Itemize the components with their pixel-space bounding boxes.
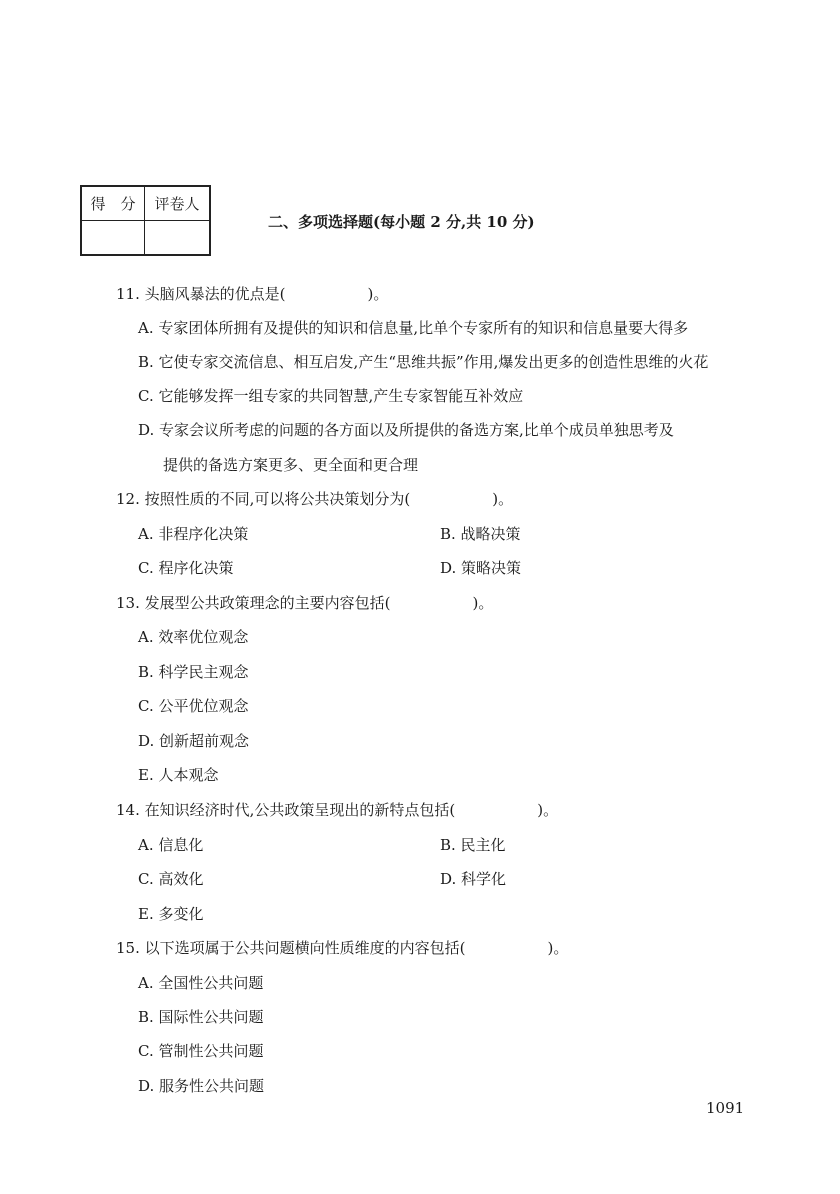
q14-option-a: A. 信息化: [138, 836, 204, 854]
question-14-text: 14. 在知识经济时代,公共政策呈现出的新特点包括(: [116, 801, 456, 819]
question-11-stem: [116, 283, 388, 304]
score-label: 得 分: [81, 186, 145, 221]
q13-option-c: C. 公平优位观念: [138, 697, 249, 715]
question-15-close: )。: [547, 939, 569, 957]
q11-option-b: B. 它使专家交流信息、相互启发,产生“思维共振”作用,爆发出更多的创造性思维的火花: [138, 353, 709, 371]
question-13-stem: [116, 592, 493, 613]
q14-option-e: E. 多变化: [138, 905, 204, 923]
question-12-close: )。: [492, 490, 514, 508]
grader-label: 评卷人: [145, 186, 211, 221]
question-14-close: )。: [537, 801, 559, 819]
question-15-text: 15. 以下选项属于公共问题横向性质维度的内容包括(: [116, 939, 466, 957]
question-13-close: )。: [472, 594, 494, 612]
question-12-stem: [116, 488, 513, 509]
question-11-text: 11. 头脑风暴法的优点是(: [116, 285, 286, 303]
q12-option-c: C. 程序化决策: [138, 559, 234, 577]
q15-option-a: A. 全国性公共问题: [138, 974, 264, 992]
section-title: 二、多项选择题(每小题 2 分,共 10 分): [268, 213, 535, 231]
q12-option-a: A. 非程序化决策: [138, 525, 249, 543]
q13-option-a: A. 效率优位观念: [138, 628, 249, 646]
question-12-text: 12. 按照性质的不同,可以将公共决策划分为(: [116, 490, 411, 508]
question-14-stem: [116, 799, 558, 820]
question-13-text: 13. 发展型公共政策理念的主要内容包括(: [116, 594, 391, 612]
question-15-stem: [116, 937, 568, 958]
q13-option-e: E. 人本观念: [138, 766, 219, 784]
q11-option-d: D. 专家会议所考虑的问题的各方面以及所提供的备选方案,比单个成员单独思考及: [138, 421, 674, 439]
q12-option-b: B. 战略决策: [440, 525, 521, 543]
q11-option-c: C. 它能够发挥一组专家的共同智慧,产生专家智能互补效应: [138, 387, 524, 405]
score-cell: [81, 221, 145, 256]
q13-option-b: B. 科学民主观念: [138, 663, 249, 681]
q12-option-d: D. 策略决策: [440, 559, 522, 577]
q15-option-c: C. 管制性公共问题: [138, 1042, 264, 1060]
q11-option-d-continued: 提供的备选方案更多、更全面和更合理: [163, 456, 419, 474]
q15-option-d: D. 服务性公共问题: [138, 1077, 265, 1095]
score-table: [80, 185, 211, 256]
q11-option-a: A. 专家团体所拥有及提供的知识和信息量,比单个专家所有的知识和信息量要大得多: [138, 319, 689, 337]
question-11-close: )。: [367, 285, 389, 303]
q14-option-d: D. 科学化: [440, 870, 507, 888]
grader-cell: [145, 221, 211, 256]
page-number: 1091: [706, 1099, 745, 1117]
q14-option-b: B. 民主化: [440, 836, 506, 854]
q15-option-b: B. 国际性公共问题: [138, 1008, 264, 1026]
q13-option-d: D. 创新超前观念: [138, 732, 250, 750]
q14-option-c: C. 高效化: [138, 870, 204, 888]
